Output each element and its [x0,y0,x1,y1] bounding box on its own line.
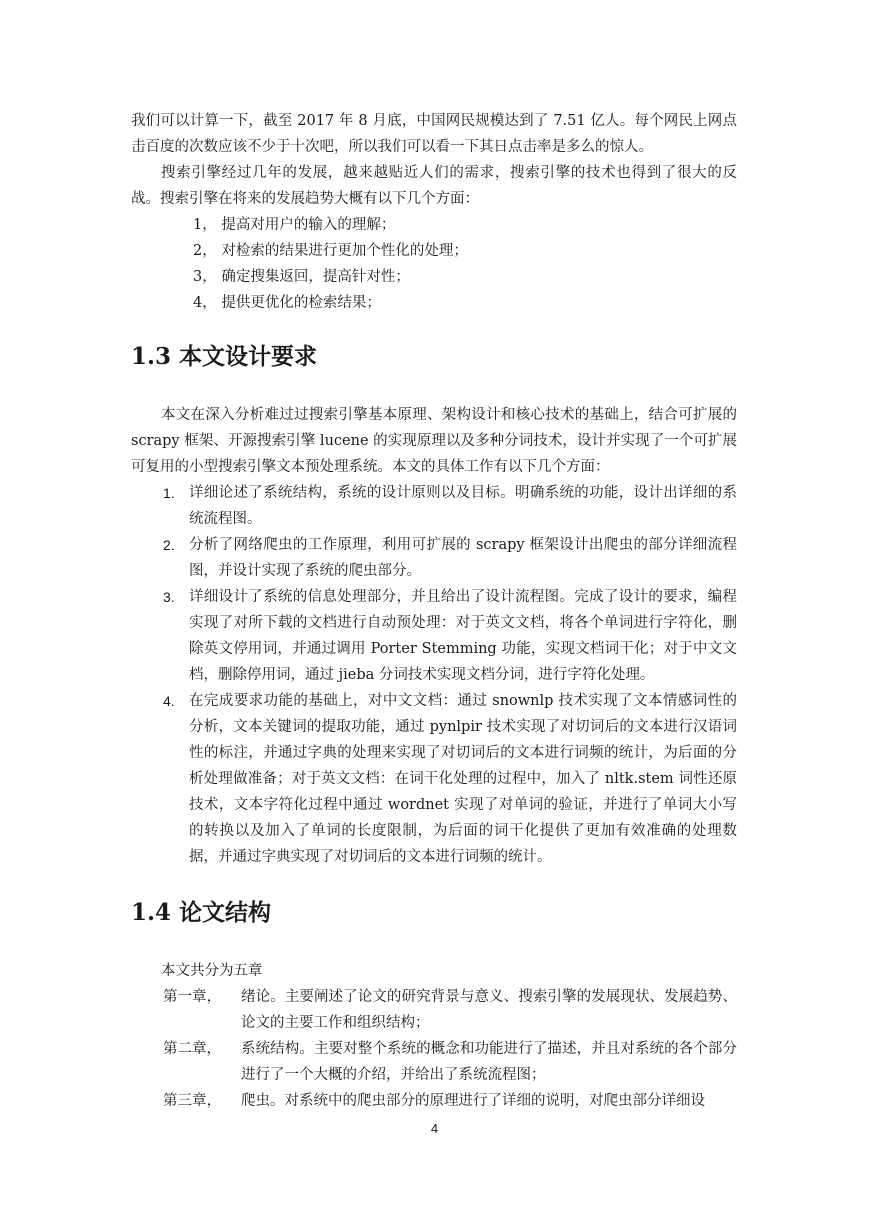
requirement-item-number: 3. [163,589,175,605]
section-1-4-intro: 本文共分为五章 [161,963,263,979]
chapter-description: 爬虫。对系统中的爬虫部分的原理进行了详细的说明，对爬虫部分详细设 [241,1093,705,1109]
intro-paragraph-1: 我们可以计算一下，截至 2017 年 8 月底，中国网民规模达到了 7.51 亿人。每个网民上网点击百度的次数应该不少于十次吧，所以我们可以看一下其日点击率是多么的惊人。 [131,113,737,155]
chapter-description: 绪论。主要阐述了论文的研究背景与意义、搜索引擎的发展现状、发展趋势、论文的主要工作和组织结构； [241,989,737,1031]
requirement-item-text: 详细设计了系统的信息处理部分，并且给出了设计流程图。完成了设计的要求，编程实现了对所下载的文档进行自动预处理：对于英文文档，将各个单词进行字符化，删除英文停用词，并通过调用 Porter Stemming 功能，实现文档词干化；对于中文文档，删除停用词，通过 jieba 分词技术实现文档分词，进行字符化处理。 [189,589,737,683]
section-1-3-paragraph: 本文在深入分析难过过搜索引擎基本原理、架构设计和核心技术的基础上，结合可扩展的 scrapy 框架、开源搜索引擎 lucene 的实现原理以及多种分词技术，设计并实现了一个可扩展可复用的小型搜索引擎文本预处理系统。本文的具体工作有以下几个方面： [131,407,737,475]
chapter-description: 系统结构。主要对整个系统的概念和功能进行了描述，并且对系统的各个部分进行了一个大概的介绍，并给出了系统流程图； [241,1041,737,1083]
intro-paragraph-2: 搜索引擎经过几年的发展，越来越贴近人们的需求，搜索引擎的技术也得到了很大的反战。搜索引擎在将来的发展趋势大概有以下几个方面： [131,165,737,207]
requirement-item-number: 2. [163,537,175,553]
requirement-item-text: 分析了网络爬虫的工作原理，利用可扩展的 scrapy 框架设计出爬虫的部分详细流程图，并设计实现了系统的爬虫部分。 [189,537,737,579]
chapter-label: 第二章， [163,1041,221,1057]
trend-item-2: 2， 对检索的结果进行更加个性化的处理； [193,243,468,259]
page-number: 4 [430,1121,439,1136]
section-heading-1-4: 1.4 论文结构 [131,899,272,926]
requirement-item-text: 在完成要求功能的基础上，对中文文档：通过 snownlp 技术实现了文本情感词性的分析，文本关键词的提取功能，通过 pynlpir 技术实现了对切词后的文本进行汉语词性的标注，并通过字典的处理来实现了对切词后的文本进行词频的统计，为后面的分析处理做准备；对于英文文档：在词干化处理的过程中，加入了 nltk.stem 词性还原技术，文本字符化过程中通过 wordnet 实现了对单词的验证，并进行了单词大小写的转换以及加入了单词的长度限制，为后面的词干化提供了更加有效准确的处理数据，并通过字典实现了对切词后的文本进行词频的统计。 [189,693,737,865]
chapter-label: 第一章， [163,989,221,1005]
chapter-label: 第三章， [163,1093,221,1109]
requirement-item-number: 4. [163,693,175,709]
section-heading-1-3: 1.3 本文设计要求 [131,343,318,370]
trend-item-4: 4， 提供更优化的检索结果； [193,295,381,311]
trend-item-1: 1， 提高对用户的输入的理解； [193,217,396,233]
requirement-item-text: 详细论述了系统结构，系统的设计原则以及目标。明确系统的功能，设计出详细的系统流程图。 [189,485,737,527]
requirement-item-number: 1. [163,485,175,501]
trend-item-3: 3， 确定搜集返回，提高针对性； [193,269,410,285]
